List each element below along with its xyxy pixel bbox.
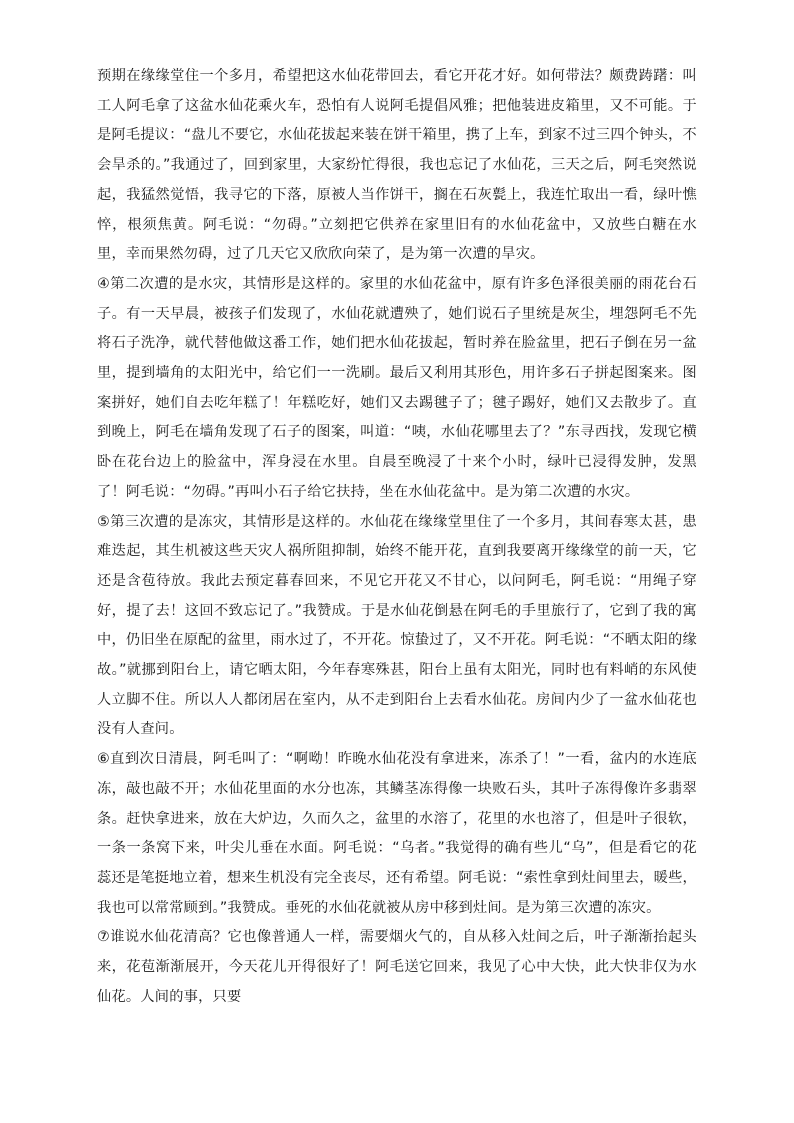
paragraph-5: ⑤第三次遭的是冻灾，其情形是这样的。水仙花在缘缘堂里住了一个多月，其间春寒太甚，患难迭起，其生机被这些天灾人祸所阻抑制，始终不能开花，直到我要离开缘缘堂的前一天，它还是含苞待放。我此去预定暮春回来，不见它开花又不甘心，以问阿毛，阿毛说：“用绳子穿好，提了去！这回不致忘记了。”我赞成。于是水仙花倒悬在阿毛的手里旅行了，它到了我的寓中，仍旧坐在原配的盆里，雨水过了，不开花。惊蛰过了，又不开花。阿毛说：“不晒太阳的缘故。”就挪到阳台上，请它晒太阳，今年春寒殊甚，阳台上虽有太阳光，同时也有料峭的东风使人立脚不住。所以人人都闭居在室内，从不走到阳台上去看水仙花。房间内少了一盆水仙花也没有人查问。 [97, 513, 697, 738]
essay-body [97, 62, 697, 1013]
paragraph-continuation: 预期在缘缘堂住一个多月，希望把这水仙花带回去，看它开花才好。如何带法？颇费踌躇：叫工人阿毛拿了这盆水仙花乘火车，恐怕有人说阿毛提倡风雅；把他装进皮箱里，又不可能。于是阿毛提议：“盘儿不要它，水仙花拔起来装在饼干箱里，携了上车，到家不过三四个钟头，不会旱杀的。”我通过了，回到家里，大家纷忙得很，我也忘记了水仙花，三天之后，阿毛突然说起，我猛然觉悟，我寻它的下落，原被人当作饼干，搁在石灰甏上，我连忙取出一看，绿叶憔悴，根须焦黄。阿毛说：“勿碍。”立刻把它供养在家里旧有的水仙花盆中，又放些白糖在水里，幸而果然勿碍，过了几天它又欣欣向荣了，是为第一次遭的旱灾。 [97, 68, 697, 263]
paragraph-4: ④第二次遭的是水灾，其情形是这样的。家里的水仙花盆中，原有许多色泽很美丽的雨花台石子。有一天早晨，被孩子们发现了，水仙花就遭殃了，她们说石子里统是灰尘，埋怨阿毛不先将石子洗净，就代替他做这番工作，她们把水仙花拔起，暂时养在脸盆里，把石子倒在另一盆里，提到墙角的太阳光中，给它们一一洗刷。最后又利用其形色，用许多石子拼起图案来。图案拼好，她们自去吃年糕了！年糕吃好，她们又去踢毽子了；毽子踢好，她们又去散步了。直到晚上，阿毛在墙角发现了石子的图案，叫道：“咦，水仙花哪里去了？”东寻西找，发现它横卧在花台边上的脸盆中，浑身浸在水里。自晨至晚浸了十来个小时，绿叶已浸得发肿，发黑了！阿毛说：“勿碍。”再叫小石子给它扶持，坐在水仙花盆中。是为第二次遭的水灾。 [97, 275, 697, 500]
paragraph-7: ⑦谁说水仙花清高？它也像普通人一样，需要烟火气的，自从移入灶间之后，叶子渐渐抬起头来，花苞渐渐展开，今天花儿开得很好了！阿毛送它回来，我见了心中大快，此大快非仅为水仙花。人间的事，只要 [97, 929, 697, 1005]
paragraph-6: ⑥直到次日清晨，阿毛叫了：“啊呦！昨晚水仙花没有拿进来，冻杀了！”一看，盆内的水连底冻，敲也敲不开；水仙花里面的水分也冻，其鳞茎冻得像一块败石头，其叶子冻得像许多翡翠条。赶快拿进来，放在大炉边，久而久之，盆里的水溶了，花里的水也溶了，但是叶子很软，一条一条窝下来，叶尖儿垂在水面。阿毛说：“乌者。”我觉得的确有些儿“乌”，但是看它的花蕊还是笔挺地立着，想来生机没有完全丧尽，还有希望。阿毛说：“索性拿到灶间里去，暖些，我也可以常常顾到。”我赞成。垂死的水仙花就被从房中移到灶间。是为第三次遭的冻灾。 [97, 751, 697, 916]
